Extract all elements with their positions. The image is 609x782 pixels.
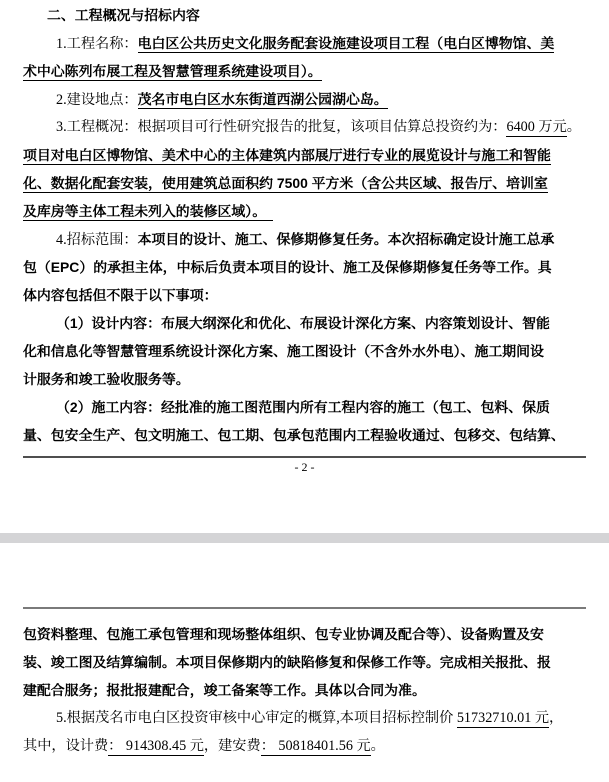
text-run: 装、竣工图及结算编制。本项目保修期内的缺陷修复和保修工作等。完成相关报批、报 — [23, 654, 551, 670]
text-run: 1.工程名称： — [56, 36, 138, 52]
text-run: 体内容包括但不限于以下事项： — [23, 287, 218, 303]
underlined-text-run: 电白区公共历史文化服务配套设施建设项目工程（电白区博物馆、美 — [137, 35, 555, 51]
text-line — [23, 85, 591, 113]
text-run: 化和信息化等智慧管理系统设计深化方案、施工图设计（不含外水外电）、施工期间设 — [23, 343, 544, 359]
text-line — [23, 620, 591, 648]
page-3-text-block — [23, 620, 591, 760]
text-line — [23, 365, 591, 393]
underlined-text-run: ： 914308.45 元 — [108, 738, 204, 754]
underlined-text-run: 51732710.01 元 — [456, 710, 550, 726]
text-line — [23, 225, 591, 253]
text-run: （2）施工内容：经批准的施工图范围内所有工程内容的施工（包工、包料、保质 — [56, 399, 550, 415]
page-3-header-rule — [23, 607, 586, 609]
text-line — [23, 704, 591, 732]
text-line — [23, 309, 591, 337]
underlined-text-run: 项目对电白区博物馆、美术中心的主体建筑内部展厅进行专业的展览设计与施工和智能 — [23, 147, 551, 163]
text-line — [23, 393, 591, 421]
text-line — [23, 421, 591, 449]
text-run: 3.工程概况：根据项目可行性研究报告的批复，该项目估算总投资约为： — [56, 119, 507, 135]
text-run: 二、工程概况与招标内容 — [47, 7, 200, 23]
text-run: 包资料整理、包施工承包管理和现场整体组织、包专业协调及配合等）、设备购置及安 — [23, 626, 544, 642]
underlined-text-run: 茂名市电白区水东街道西湖公园湖心岛。 — [137, 91, 388, 107]
underlined-text-run: 化、数据化配套安装，使用建筑总面积约 7500 平方米（含公共区域、报告厅、培训室 — [23, 175, 548, 191]
page-gap-separator — [0, 533, 609, 543]
text-line — [23, 337, 591, 365]
underlined-text-run: 6400 万元 — [506, 119, 567, 135]
text-run: 量、包安全生产、包文明施工、包工期、包承包范围内工程验收通过、包移交、包结算、 — [23, 427, 565, 443]
text-run: （1）设计内容：布展大纲深化和优化、布展设计深化方案、内容策划设计、智能 — [56, 315, 550, 331]
text-run: 4.招标范围： — [56, 232, 138, 248]
text-line — [23, 648, 591, 676]
page-2-number: - 2 - — [294, 460, 315, 474]
text-run: 2.建设地点： — [56, 92, 138, 108]
text-run: 。 — [566, 119, 581, 135]
text-line — [23, 113, 591, 141]
text-run: 其中，设计费 — [23, 738, 109, 754]
text-line — [23, 141, 591, 169]
text-line — [23, 197, 591, 225]
text-run: ，建安费 — [203, 738, 261, 754]
text-run: 5.根据茂名市电白区投资审核中心审定的概算,本项目招标控制价 — [56, 710, 457, 726]
page-2-text-block — [23, 1, 591, 449]
text-run: 包（EPC）的承担主体，中标后负责本项目的设计、施工及保修期修复任务等工作。具 — [23, 259, 552, 275]
underlined-text-run: 术中心陈列布展工程及智慧管理系统建设项目）。 — [23, 63, 322, 79]
text-line — [23, 57, 591, 85]
text-run: 计服务和竣工验收服务等。 — [23, 371, 190, 387]
page-3 — [0, 543, 609, 782]
underlined-text-run: 及库房等主体工程未列入的装修区域）。 — [23, 203, 260, 219]
page-2-footer-rule — [23, 456, 586, 458]
text-run: 本项目的设计、施工、保修期修复任务。本次招标确定设计施工总承 — [137, 231, 555, 247]
section-heading — [23, 1, 591, 29]
underlined-text-run — [259, 203, 273, 221]
underlined-text-run: ： 50818401.56 元 — [260, 738, 371, 754]
text-run: ， — [549, 710, 564, 726]
text-line — [23, 676, 591, 704]
text-line — [23, 169, 591, 197]
text-line — [23, 29, 591, 57]
text-line — [23, 253, 591, 281]
text-run: 建配合服务；报批报建配合，竣工备案等工作。具体以合同为准。 — [23, 682, 426, 698]
text-line — [23, 281, 591, 309]
text-run: 。 — [370, 738, 385, 754]
text-line — [23, 732, 591, 760]
